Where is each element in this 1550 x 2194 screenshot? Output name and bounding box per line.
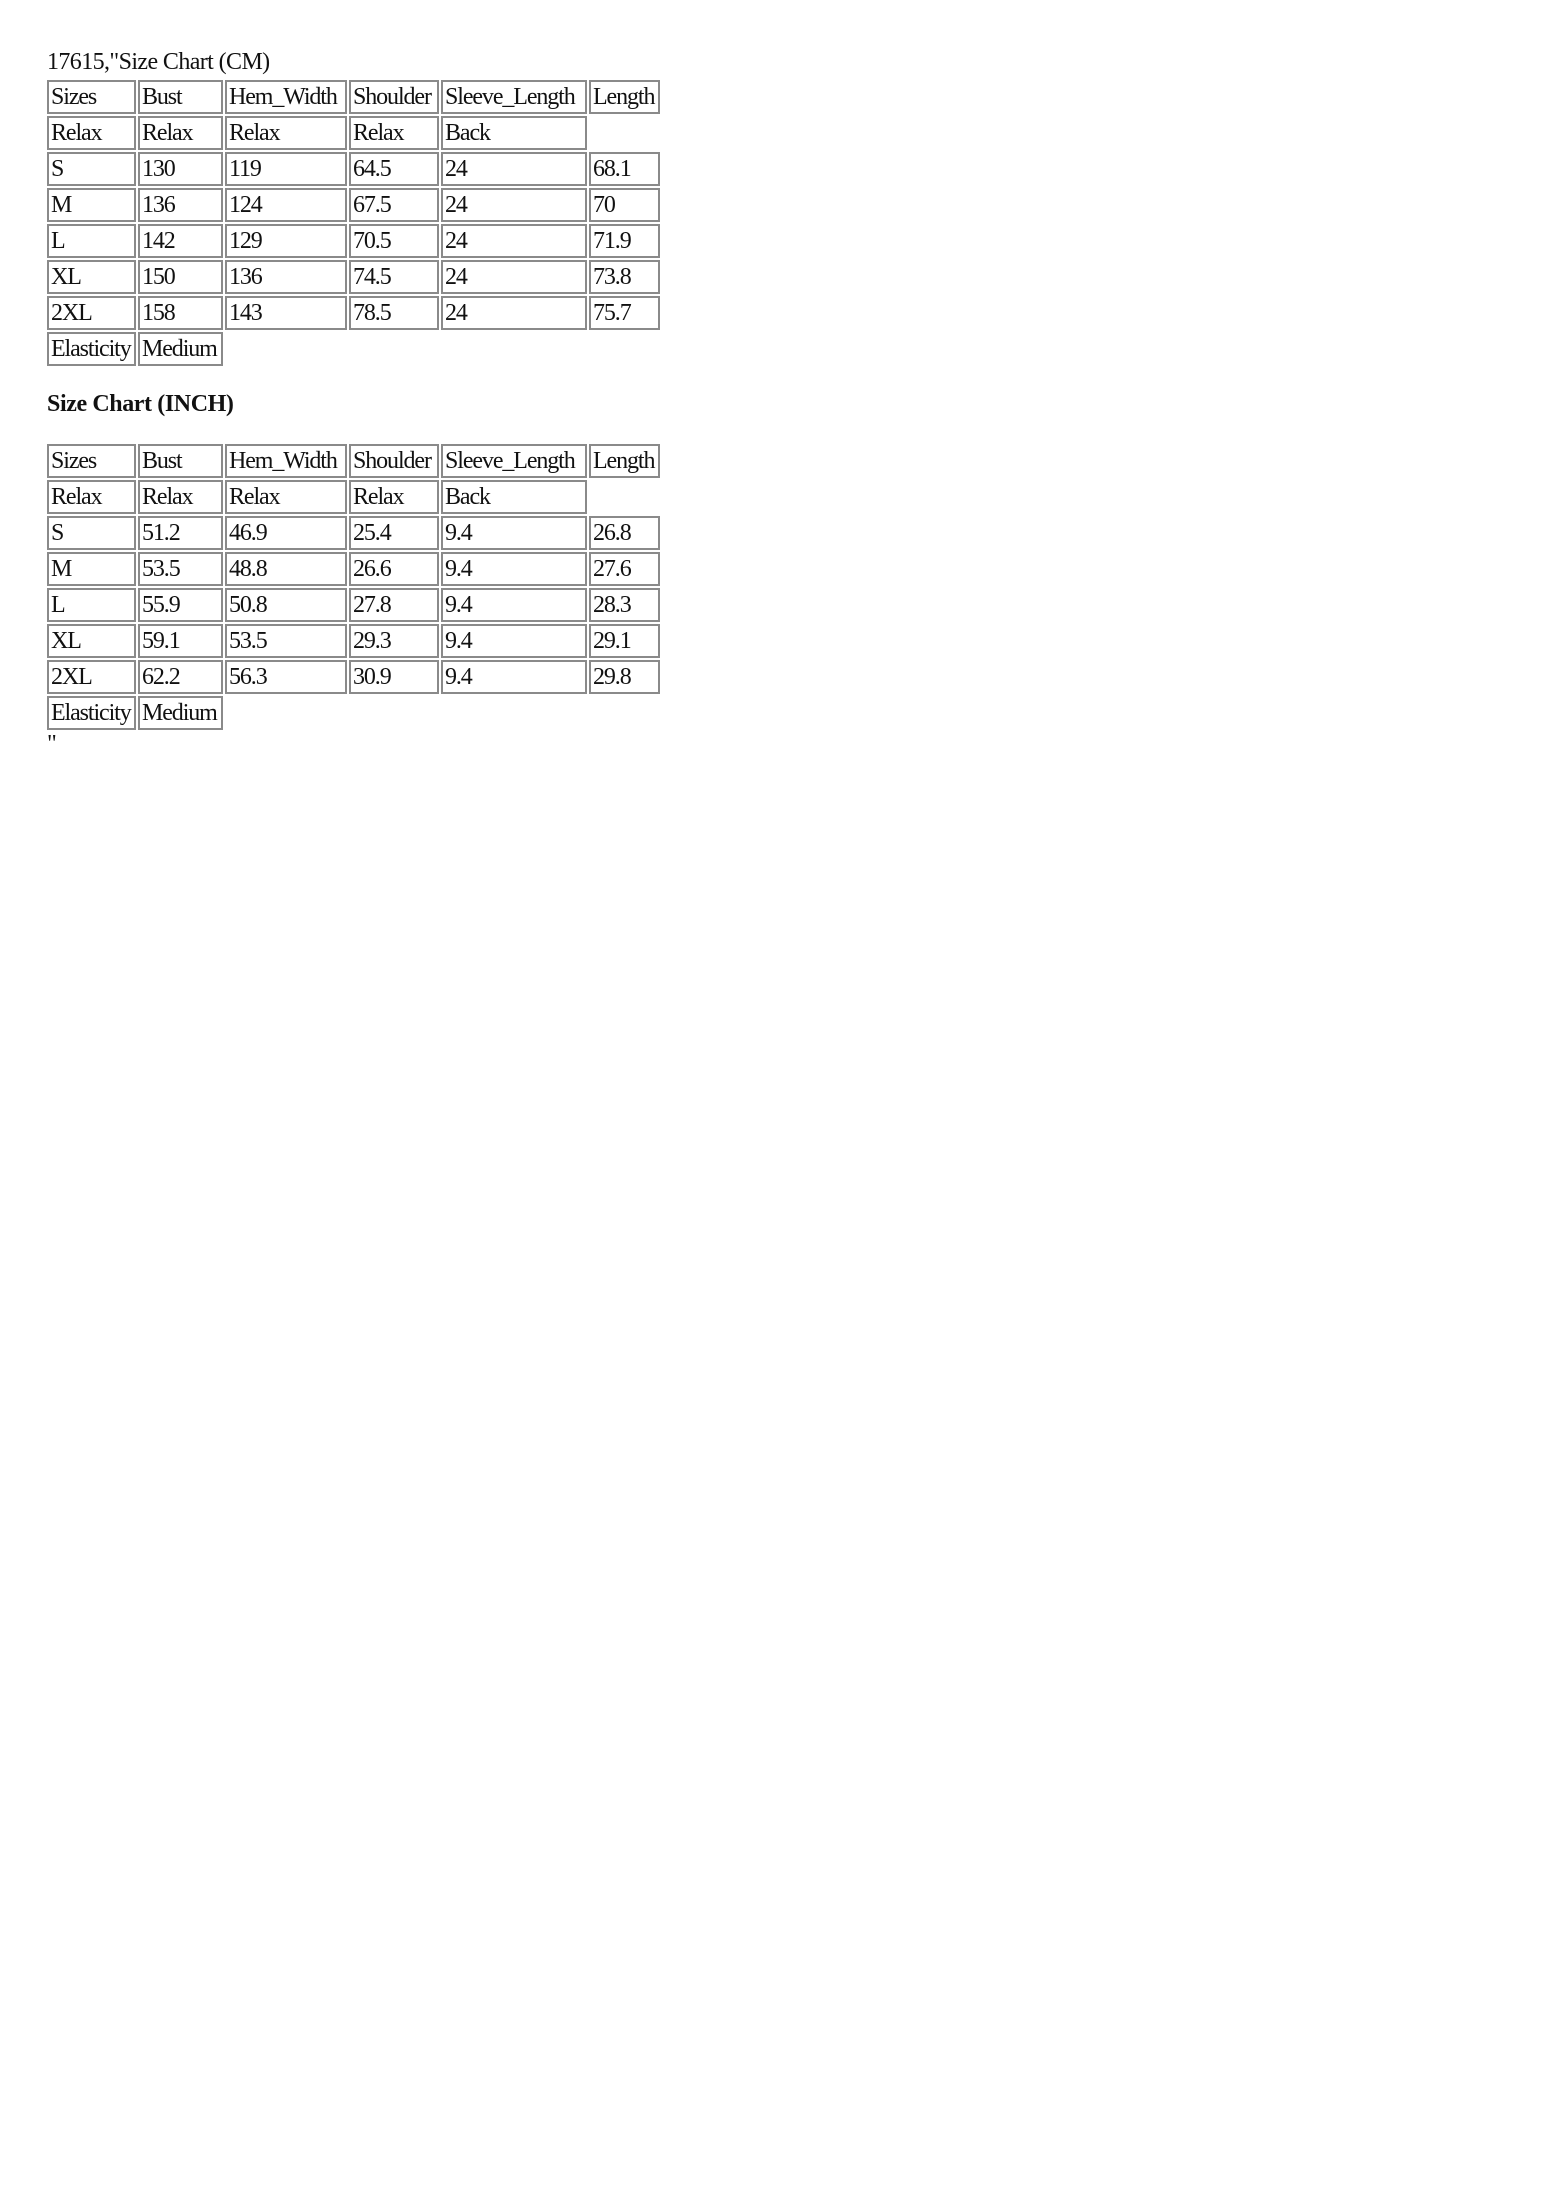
table-cell: 78.5	[349, 296, 439, 330]
table-row	[47, 260, 660, 294]
table-cell: 62.2	[138, 660, 223, 694]
header-cell: Length	[589, 444, 660, 478]
header-cell: Length	[589, 80, 660, 114]
table-cell: 130	[138, 152, 223, 186]
elasticity-value: Medium	[138, 332, 223, 366]
empty-cell	[349, 696, 439, 730]
table-row	[47, 516, 660, 550]
table-cell: 124	[225, 188, 347, 222]
elasticity-value: Medium	[138, 696, 223, 730]
empty-cell	[589, 116, 660, 150]
table-cell: 53.5	[225, 624, 347, 658]
empty-cell	[225, 696, 347, 730]
table-cell: 2XL	[47, 660, 136, 694]
table-cell: 73.8	[589, 260, 660, 294]
table-cell: 59.1	[138, 624, 223, 658]
elasticity-row	[47, 332, 660, 366]
table-cell: 24	[441, 296, 587, 330]
inch-chart-title: Size Chart (INCH)	[47, 391, 234, 417]
empty-cell	[589, 480, 660, 514]
table-cell: 24	[441, 152, 587, 186]
table-cell: 9.4	[441, 588, 587, 622]
table-cell: 9.4	[441, 624, 587, 658]
table-cell: 55.9	[138, 588, 223, 622]
table-cell: 9.4	[441, 552, 587, 586]
table-cell: 150	[138, 260, 223, 294]
table-cell: 75.7	[589, 296, 660, 330]
cm-size-table	[45, 78, 662, 368]
table-row	[47, 188, 660, 222]
table-row	[47, 588, 660, 622]
inch-size-table	[45, 442, 662, 732]
empty-cell	[349, 332, 439, 366]
table-row	[47, 152, 660, 186]
empty-cell	[589, 332, 660, 366]
table-cell: 29.8	[589, 660, 660, 694]
subheader-cell: Back	[441, 480, 587, 514]
table-cell: 24	[441, 260, 587, 294]
table-cell: M	[47, 552, 136, 586]
table-cell: 2XL	[47, 296, 136, 330]
empty-cell	[441, 332, 587, 366]
table-cell: M	[47, 188, 136, 222]
table-cell: 51.2	[138, 516, 223, 550]
elasticity-label: Elasticity	[47, 332, 136, 366]
table-cell: 25.4	[349, 516, 439, 550]
table-header-row	[47, 444, 660, 478]
header-cell: Hem_Width	[225, 80, 347, 114]
elasticity-label: Elasticity	[47, 696, 136, 730]
header-cell: Hem_Width	[225, 444, 347, 478]
cm-chart-title: 17615,"Size Chart (CM)	[47, 49, 270, 75]
header-cell: Sizes	[47, 444, 136, 478]
table-cell: 29.3	[349, 624, 439, 658]
table-cell: 70	[589, 188, 660, 222]
table-cell: 48.8	[225, 552, 347, 586]
elasticity-row	[47, 696, 660, 730]
table-cell: L	[47, 224, 136, 258]
empty-cell	[441, 696, 587, 730]
subheader-cell: Back	[441, 116, 587, 150]
table-cell: 119	[225, 152, 347, 186]
table-cell: 74.5	[349, 260, 439, 294]
table-cell: 64.5	[349, 152, 439, 186]
table-cell: 129	[225, 224, 347, 258]
table-cell: 50.8	[225, 588, 347, 622]
table-cell: XL	[47, 624, 136, 658]
table-header-row	[47, 80, 660, 114]
empty-cell	[225, 332, 347, 366]
table-cell: 136	[138, 188, 223, 222]
subheader-cell: Relax	[138, 480, 223, 514]
header-cell: Sizes	[47, 80, 136, 114]
table-cell: XL	[47, 260, 136, 294]
table-cell: 26.6	[349, 552, 439, 586]
subheader-cell: Relax	[138, 116, 223, 150]
header-cell: Sleeve_Length	[441, 444, 587, 478]
table-cell: 9.4	[441, 660, 587, 694]
table-cell: 24	[441, 188, 587, 222]
table-cell: 68.1	[589, 152, 660, 186]
table-row	[47, 552, 660, 586]
closing-quote-text: "	[47, 731, 57, 757]
table-row	[47, 296, 660, 330]
table-cell: S	[47, 152, 136, 186]
header-cell: Bust	[138, 80, 223, 114]
size-chart-document	[47, 48, 662, 756]
subheader-cell: Relax	[349, 116, 439, 150]
subheader-cell: Relax	[47, 480, 136, 514]
table-cell: 56.3	[225, 660, 347, 694]
table-cell: 27.6	[589, 552, 660, 586]
table-row	[47, 224, 660, 258]
table-cell: 30.9	[349, 660, 439, 694]
table-cell: 46.9	[225, 516, 347, 550]
table-row	[47, 624, 660, 658]
table-cell: S	[47, 516, 136, 550]
table-cell: 142	[138, 224, 223, 258]
empty-cell	[589, 696, 660, 730]
table-cell: L	[47, 588, 136, 622]
header-cell: Sleeve_Length	[441, 80, 587, 114]
table-cell: 53.5	[138, 552, 223, 586]
header-cell: Shoulder	[349, 444, 439, 478]
table-subheader-row	[47, 480, 660, 514]
table-cell: 9.4	[441, 516, 587, 550]
subheader-cell: Relax	[47, 116, 136, 150]
table-cell: 71.9	[589, 224, 660, 258]
header-cell: Bust	[138, 444, 223, 478]
subheader-cell: Relax	[225, 116, 347, 150]
header-cell: Shoulder	[349, 80, 439, 114]
table-cell: 29.1	[589, 624, 660, 658]
table-cell: 28.3	[589, 588, 660, 622]
table-cell: 27.8	[349, 588, 439, 622]
table-cell: 70.5	[349, 224, 439, 258]
table-cell: 136	[225, 260, 347, 294]
table-row	[47, 660, 660, 694]
table-subheader-row	[47, 116, 660, 150]
subheader-cell: Relax	[225, 480, 347, 514]
table-cell: 158	[138, 296, 223, 330]
subheader-cell: Relax	[349, 480, 439, 514]
table-cell: 26.8	[589, 516, 660, 550]
table-cell: 24	[441, 224, 587, 258]
table-cell: 67.5	[349, 188, 439, 222]
table-cell: 143	[225, 296, 347, 330]
